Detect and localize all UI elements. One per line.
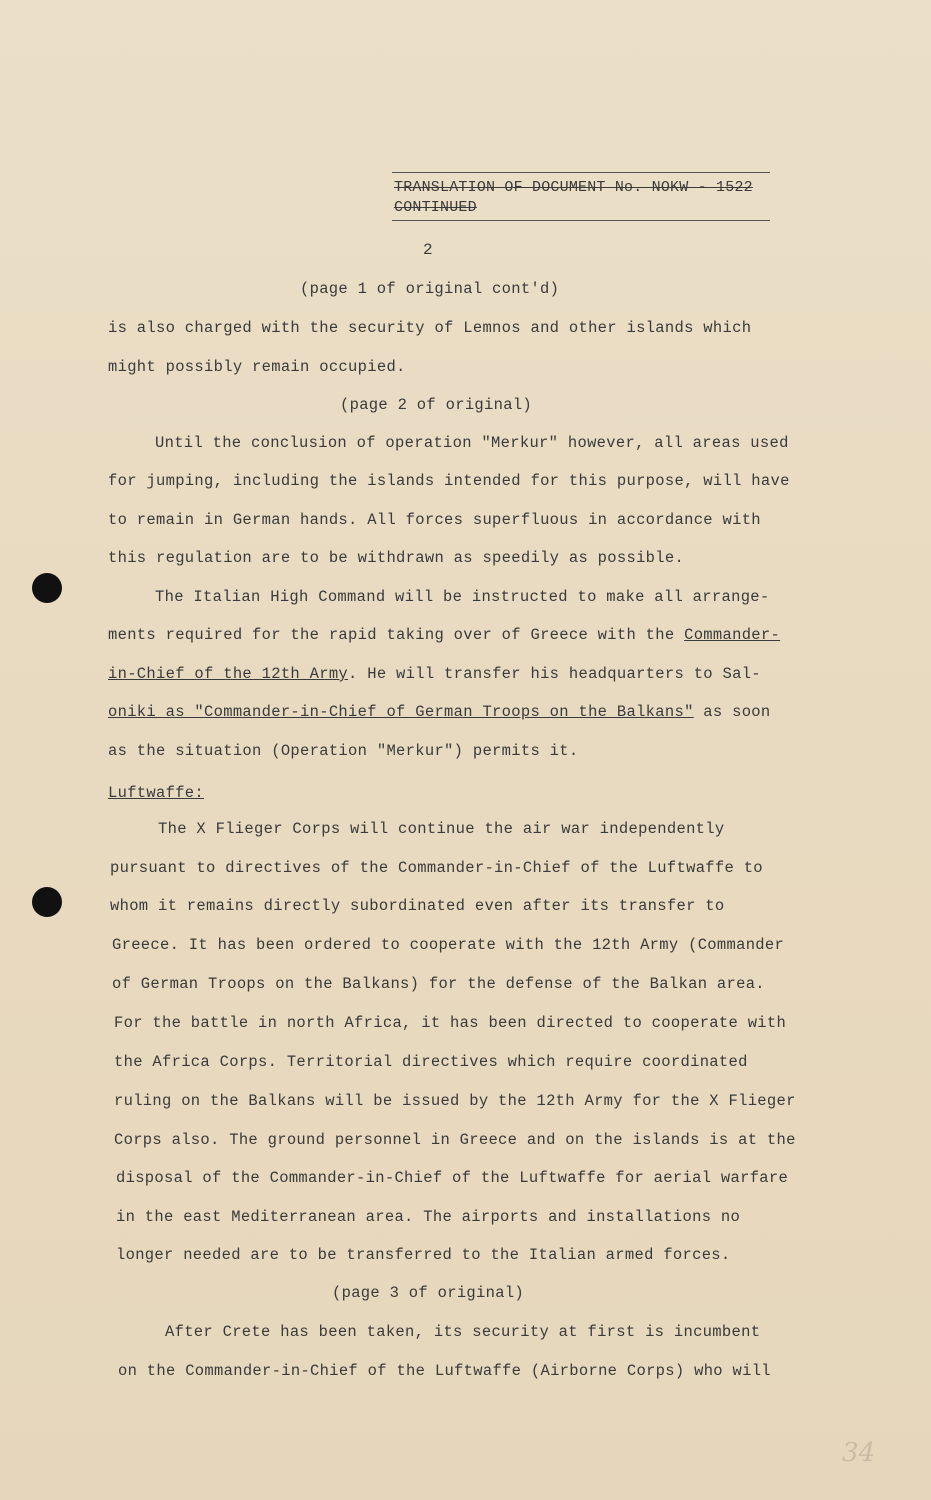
corner-page-mark: 34 (842, 1438, 876, 1468)
text-line: on the Commander-in-Chief of the Luftwaffe (Airborne Corps) who will (118, 1362, 771, 1380)
page-number: 2 (423, 241, 433, 259)
section-heading-luftwaffe: Luftwaffe: (108, 784, 205, 802)
page-marker-3: (page 3 of original) (332, 1284, 525, 1302)
document-header (392, 172, 770, 221)
text-line: this regulation are to be withdrawn as speedily as possible. (108, 549, 685, 567)
text-line: After Crete has been taken, its security at first is incumbent (165, 1323, 761, 1341)
underlined-commander: Commander- (684, 626, 781, 644)
page-marker-1: (page 1 of original cont'd) (300, 280, 560, 298)
punch-hole (32, 887, 62, 917)
text-segment: ments required for the rapid taking over of Greece with the (108, 626, 685, 644)
text-line: For the battle in north Africa, it has been directed to cooperate with (114, 1014, 787, 1032)
text-line: ruling on the Balkans will be issued by the 12th Army for the X Flieger (114, 1092, 796, 1110)
header-continued: CONTINUED (394, 199, 477, 216)
text-line: as the situation (Operation "Merkur") permits it. (108, 742, 579, 760)
text-line (108, 703, 771, 721)
text-line: The X Flieger Corps will continue the air war independently (158, 820, 725, 838)
text-segment: as soon (693, 703, 771, 721)
text-line: whom it remains directly subordinated even after its transfer to (110, 897, 725, 915)
header-title: TRANSLATION OF DOCUMENT No. NOKW - 1522 (394, 179, 753, 196)
text-line (108, 665, 761, 683)
underlined-title: oniki as "Commander-in-Chief of German Troops on the Balkans" (108, 703, 694, 721)
punch-hole (32, 573, 62, 603)
text-line: for jumping, including the islands intended for this purpose, will have (108, 472, 790, 490)
text-line: The Italian High Command will be instructed to make all arrange- (155, 588, 770, 606)
text-line: longer needed are to be transferred to the Italian armed forces. (116, 1246, 731, 1264)
text-line: is also charged with the security of Lemnos and other islands which (108, 319, 752, 337)
underlined-12th-army: in-Chief of the 12th Army (108, 665, 349, 683)
text-line: Until the conclusion of operation "Merkur" however, all areas used (155, 434, 789, 452)
text-line: the Africa Corps. Territorial directives which require coordinated (114, 1053, 748, 1071)
text-line: Corps also. The ground personnel in Greece and on the islands is at the (114, 1131, 796, 1149)
text-line: of German Troops on the Balkans) for the defense of the Balkan area. (112, 975, 765, 993)
text-line: to remain in German hands. All forces superfluous in accordance with (108, 511, 761, 529)
text-line: Greece. It has been ordered to cooperate with the 12th Army (Commander (112, 936, 785, 954)
text-line (108, 626, 780, 644)
page-marker-2: (page 2 of original) (340, 396, 533, 414)
text-line: in the east Mediterranean area. The airports and installations no (116, 1208, 741, 1226)
text-line: pursuant to directives of the Commander-in-Chief of the Luftwaffe to (110, 859, 763, 877)
text-line: disposal of the Commander-in-Chief of the Luftwaffe for aerial warfare (116, 1169, 789, 1187)
text-line: might possibly remain occupied. (108, 358, 406, 376)
text-segment: . He will transfer his headquarters to Sal- (348, 665, 761, 683)
